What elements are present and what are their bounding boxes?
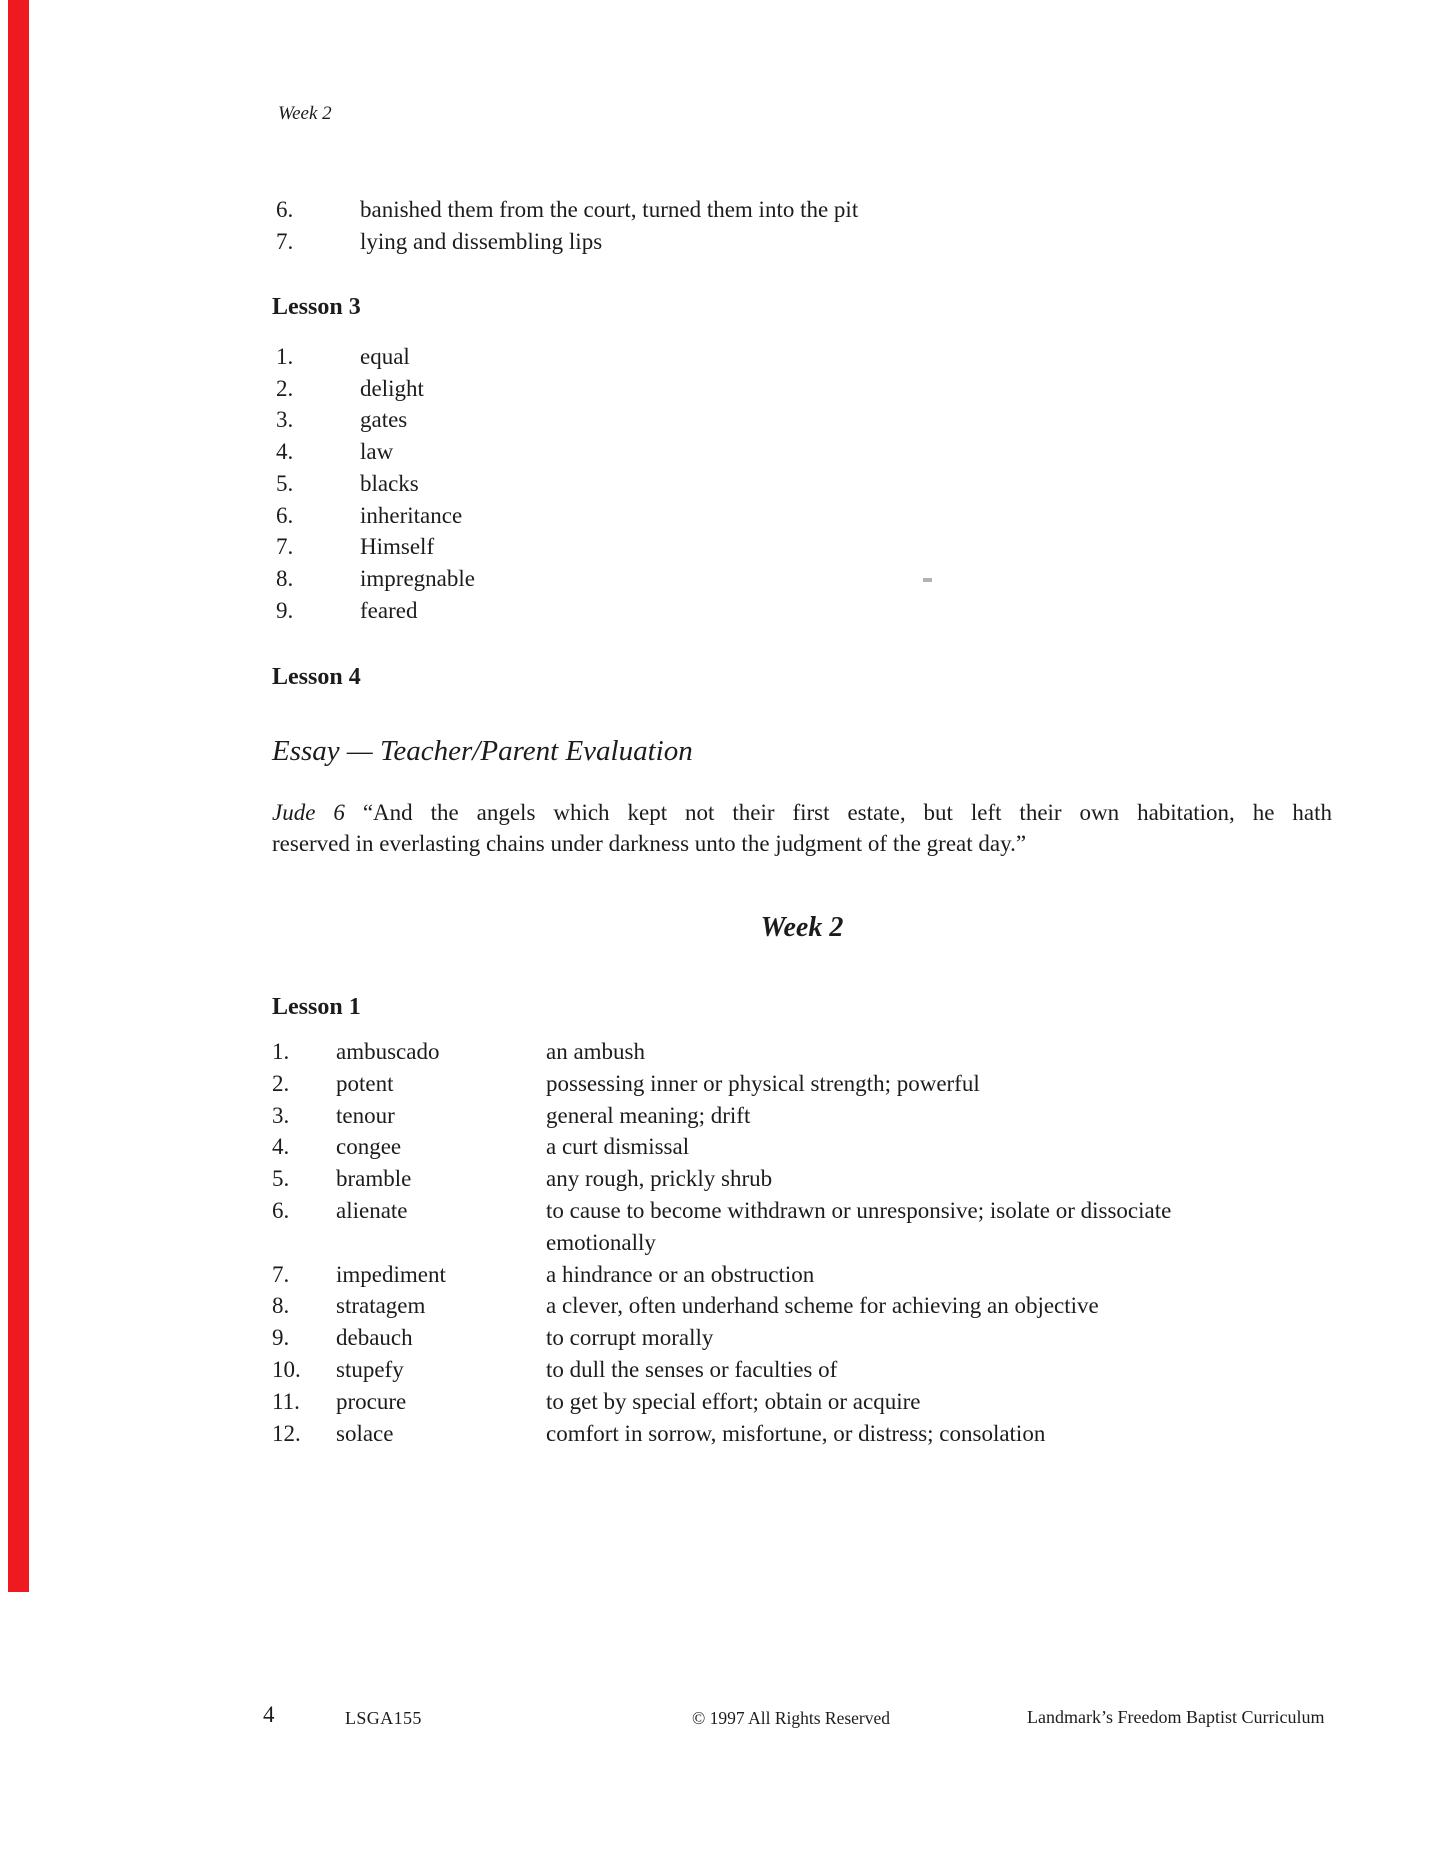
vocab-word: solace <box>336 1420 394 1446</box>
definition-line: to corrupt morally <box>546 1325 714 1351</box>
list-item <box>276 595 475 627</box>
item-text: equal <box>360 344 410 369</box>
vocab-definition <box>546 1163 1334 1195</box>
vocab-word: bramble <box>336 1166 412 1192</box>
vocab-number: 3. <box>272 1102 290 1128</box>
item-text: feared <box>360 597 418 623</box>
scripture-reference: Jude 6 <box>272 800 345 825</box>
vocab-number: 2. <box>272 1070 290 1096</box>
definition-line: to cause to become withdrawn or unresponsive; isolate or dissociate <box>546 1197 1172 1223</box>
vocab-definition <box>546 1418 1334 1450</box>
list-item <box>276 194 858 226</box>
item-number: 6. <box>276 502 294 528</box>
vocab-number: 12. <box>272 1420 301 1446</box>
footer-copyright: © 1997 All Rights Reserved <box>692 1708 891 1728</box>
list-item <box>276 468 475 500</box>
vocab-number: 1. <box>272 1039 290 1064</box>
vocab-definition <box>546 1386 1334 1418</box>
lesson-4-heading: Lesson 4 <box>272 664 361 690</box>
item-text: impregnable <box>360 565 475 591</box>
definition-line: comfort in sorrow, misfortune, or distress; consolation <box>546 1420 1046 1446</box>
definition-line: general meaning; drift <box>546 1102 751 1128</box>
vocab-row <box>272 1322 1334 1354</box>
vocab-word: procure <box>336 1388 407 1414</box>
vocab-row <box>272 1100 1334 1132</box>
scan-artifact-dash <box>923 578 932 582</box>
vocab-number: 9. <box>272 1325 290 1351</box>
vocab-word: ambuscado <box>336 1039 440 1064</box>
vocab-definition <box>546 1259 1334 1291</box>
item-number: 8. <box>276 565 294 591</box>
vocab-definition <box>546 1036 1334 1068</box>
vocab-row <box>272 1386 1334 1418</box>
vocab-number: 6. <box>272 1197 290 1223</box>
list-item <box>276 531 475 563</box>
item-number: 5. <box>276 470 294 496</box>
vocab-definition <box>546 1290 1334 1322</box>
vocab-row <box>272 1068 1334 1100</box>
item-text: inheritance <box>360 502 463 528</box>
vocab-definition <box>546 1100 1334 1132</box>
vocab-definition <box>546 1322 1334 1354</box>
vocab-number: 7. <box>272 1261 290 1287</box>
item-text: blacks <box>360 470 419 496</box>
vocab-word: potent <box>336 1070 394 1096</box>
scripture-text: “And the angels which kept not their first estate, but left their own habitation, he hath <box>362 800 1333 825</box>
footer-page-number: 4 <box>263 1702 275 1727</box>
item-number: 6. <box>276 197 294 222</box>
lesson-3-heading: Lesson 3 <box>272 294 361 320</box>
scripture-line-2: reserved in everlasting chains under darkness unto the judgment of the great day.” <box>272 830 1027 856</box>
vocab-word: tenour <box>336 1102 395 1128</box>
vocab-definition <box>546 1195 1334 1259</box>
scripture-line-1 <box>272 798 1332 829</box>
item-text: Himself <box>360 534 435 560</box>
scripture-quote <box>272 798 1332 859</box>
definition-line: a curt dismissal <box>546 1134 690 1160</box>
item-text: delight <box>360 375 424 401</box>
vocab-number: 11. <box>272 1388 300 1414</box>
definition-line: a hindrance or an obstruction <box>546 1261 815 1287</box>
item-text: banished them from the court, turned them into the pit <box>360 197 859 222</box>
vocab-row <box>272 1163 1334 1195</box>
lesson-3-answer-list <box>276 341 475 626</box>
item-text: law <box>360 439 394 465</box>
vocab-definition <box>546 1068 1334 1100</box>
footer-course-code: LSGA155 <box>345 1708 422 1728</box>
vocab-word: stupefy <box>336 1356 404 1382</box>
vocab-word: impediment <box>336 1261 446 1287</box>
essay-evaluation-heading: Essay — Teacher/Parent Evaluation <box>272 735 693 767</box>
definition-line: to dull the senses or faculties of <box>546 1356 838 1382</box>
list-item <box>276 404 475 436</box>
vocab-row <box>272 1195 1334 1259</box>
vocab-word: debauch <box>336 1325 413 1351</box>
definition-line: to get by special effort; obtain or acquire <box>546 1388 921 1414</box>
item-number: 7. <box>276 534 294 560</box>
lesson-1-vocabulary-list <box>272 1036 1334 1449</box>
vocab-definition <box>546 1131 1334 1163</box>
answer-list-6-7 <box>276 194 858 257</box>
vocab-row <box>272 1131 1334 1163</box>
vocab-number: 4. <box>272 1134 290 1160</box>
vocab-word: alienate <box>336 1197 408 1223</box>
item-number: 1. <box>276 344 294 369</box>
footer-publisher: Landmark’s Freedom Baptist Curriculum <box>1027 1707 1325 1727</box>
item-text: gates <box>360 407 408 433</box>
list-item <box>276 563 475 595</box>
scan-edge-red-stripe <box>8 0 29 1592</box>
definition-line: an ambush <box>546 1039 646 1064</box>
vocab-number: 10. <box>272 1356 301 1382</box>
list-item <box>276 226 858 258</box>
vocab-row <box>272 1418 1334 1450</box>
definition-line: a clever, often underhand scheme for achieving an objective <box>546 1293 1099 1319</box>
vocab-row <box>272 1259 1334 1291</box>
vocab-word: congee <box>336 1134 402 1160</box>
vocab-definition <box>546 1354 1334 1386</box>
vocab-row <box>272 1354 1334 1386</box>
item-text: lying and dissembling lips <box>360 228 603 254</box>
definition-line: any rough, prickly shrub <box>546 1166 773 1192</box>
vocab-number: 8. <box>272 1293 290 1319</box>
list-item <box>276 341 475 373</box>
list-item <box>276 436 475 468</box>
item-number: 9. <box>276 597 294 623</box>
item-number: 4. <box>276 439 294 465</box>
list-item <box>276 373 475 405</box>
lesson-1-heading: Lesson 1 <box>272 994 361 1020</box>
vocab-row <box>272 1036 1334 1068</box>
vocab-word: stratagem <box>336 1293 426 1319</box>
list-item <box>276 500 475 532</box>
item-number: 3. <box>276 407 294 433</box>
vocab-row <box>272 1290 1334 1322</box>
definition-line: possessing inner or physical strength; powerful <box>546 1070 980 1096</box>
definition-line: emotionally <box>546 1229 656 1255</box>
week-2-section-title: Week 2 <box>760 912 844 943</box>
item-number: 7. <box>276 228 294 254</box>
running-header-week: Week 2 <box>278 103 332 124</box>
vocab-number: 5. <box>272 1166 290 1192</box>
item-number: 2. <box>276 375 294 401</box>
